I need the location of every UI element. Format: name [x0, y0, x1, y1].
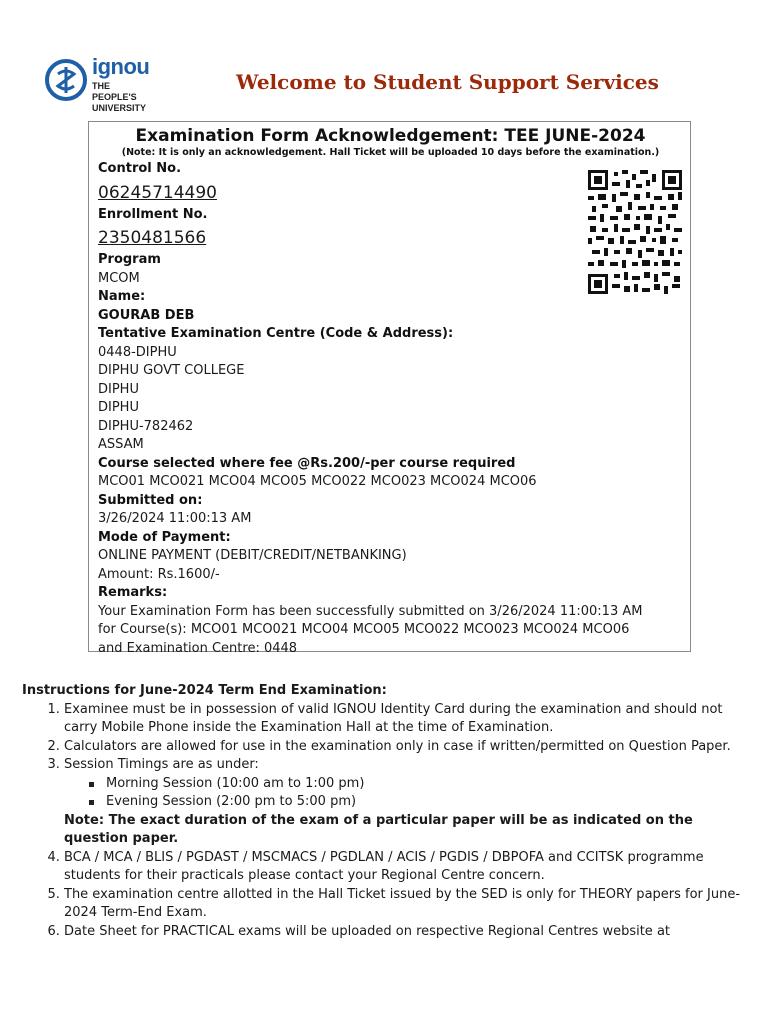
course-label: Course selected where fee @Rs.200/-per course required — [98, 455, 516, 471]
remarks-line: and Examination Centre: 0448 — [98, 640, 298, 656]
instruction-text: Session Timings are as under: — [64, 757, 259, 772]
instruction-item: 1. Examinee must be in possession of valid IGNOU Identity Card during the examination and should not carry Mobile Phone inside the Examination Hall at the time of Examination. — [64, 701, 752, 738]
submitted-on-label: Submitted on: — [98, 492, 203, 508]
acknowledgement-fields — [98, 160, 688, 658]
instruction-item — [64, 756, 752, 849]
instruction-item: 6. Date Sheet for PRACTICAL exams will be uploaded on respective Regional Centres website at — [64, 923, 752, 942]
session-list — [86, 775, 752, 812]
name-value: GOURAB DEB — [98, 307, 195, 323]
program-label: Program — [98, 252, 161, 267]
acknowledgement-title: Examination Form Acknowledgement: TEE JUNE-2024 — [135, 126, 646, 146]
amount-value: Amount: Rs.1600/- — [98, 566, 220, 582]
logo-tagline — [92, 81, 156, 114]
logo-tagline-line-1: THE PEOPLE'S — [92, 81, 137, 102]
name-label: Name: — [98, 289, 146, 304]
ignou-logo[interactable] — [44, 54, 156, 113]
remarks-label: Remarks: — [98, 585, 168, 600]
program-value: MCOM — [98, 270, 140, 286]
session-evening: Evening Session (2:00 pm to 5:00 pm) — [86, 793, 752, 812]
logo-wordmark: ignou — [92, 54, 150, 79]
instructions-title: Instructions for June-2024 Term End Examination: — [22, 683, 387, 698]
remarks-line: Your Examination Form has been successfully submitted on 3/26/2024 11:00:13 AM — [98, 603, 643, 619]
page-header — [0, 0, 768, 115]
exam-centre-label: Tentative Examination Centre (Code & Address): — [98, 326, 454, 341]
instructions-section — [22, 682, 752, 941]
exam-centre-line: ASSAM — [98, 437, 144, 452]
exam-centre-line: DIPHU GOVT COLLEGE — [98, 363, 245, 378]
logo-tagline-line-2: UNIVERSITY — [92, 103, 147, 113]
instructions-list — [64, 701, 752, 942]
welcome-heading: Welcome to Student Support Services — [236, 70, 659, 94]
session-morning: Morning Session (10:00 am to 1:00 pm) — [86, 775, 752, 794]
duration-note: Note: The exact duration of the exam of a particular paper will be as indicated on the question paper. — [64, 812, 693, 846]
instruction-item: 4. BCA / MCA / BLIS / PGDAST / MSCMACS / PGDLAN / ACIS / PGDIS / DBPOFA and CCITSK programme students for their practicals please contact your Regional Centre concern. — [64, 849, 752, 886]
control-no-value: 06245714490 — [98, 182, 217, 203]
enrollment-no-value: 2350481566 — [98, 228, 207, 248]
payment-mode-value: ONLINE PAYMENT (DEBIT/CREDIT/NETBANKING) — [98, 548, 407, 563]
enrollment-no-label: Enrollment No. — [98, 206, 208, 222]
instruction-item: 5. The examination centre allotted in the Hall Ticket issued by the SED is only for THEORY papers for June-2024 Term-End Exam. — [64, 886, 752, 923]
instruction-item: 2. Calculators are allowed for use in the examination only in case if written/permitted on Question Paper. — [64, 738, 752, 757]
acknowledgement-note: (Note: It is only an acknowledgement. Hall Ticket will be uploaded 10 days before the examination.) — [121, 147, 660, 158]
control-no-label: Control No. — [98, 161, 182, 176]
course-value: MCO01 MCO021 MCO04 MCO05 MCO022 MCO023 MCO024 MCO06 — [98, 474, 537, 489]
exam-centre-line: 0448-DIPHU — [98, 344, 177, 360]
submitted-on-value: 3/26/2024 11:00:13 AM — [98, 511, 252, 526]
exam-centre-line: DIPHU-782462 — [98, 418, 194, 434]
exam-centre-line: DIPHU — [98, 381, 139, 397]
payment-mode-label: Mode of Payment: — [98, 529, 231, 545]
exam-centre-line: DIPHU — [98, 400, 139, 415]
ignou-emblem-icon — [44, 58, 88, 102]
remarks-line: for Course(s): MCO01 MCO021 MCO04 MCO05 MCO022 MCO023 MCO024 MCO06 — [98, 622, 630, 637]
